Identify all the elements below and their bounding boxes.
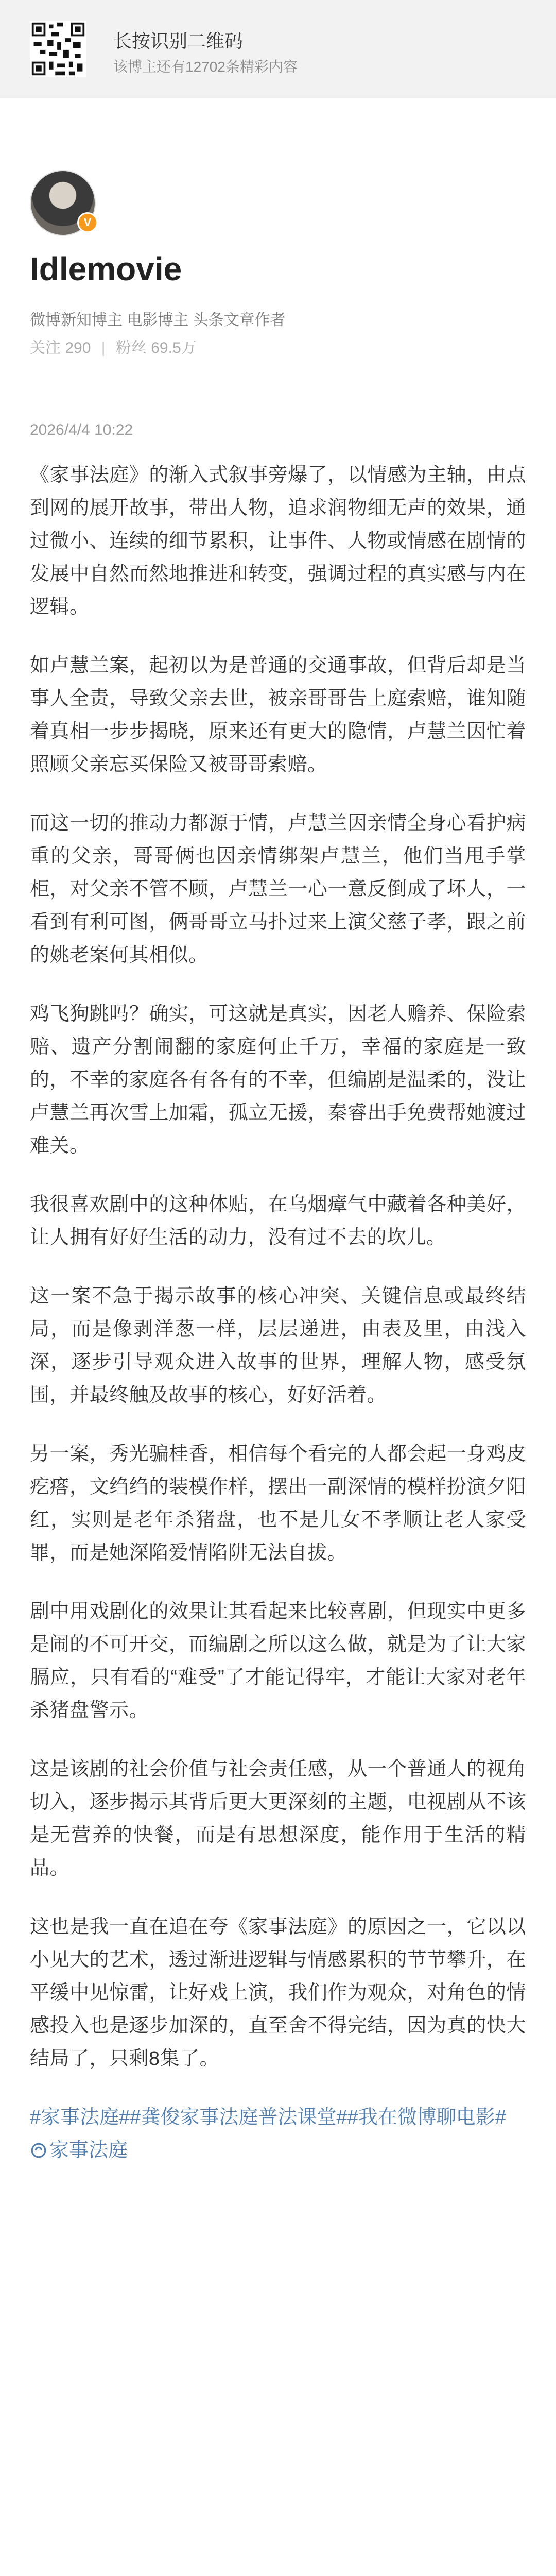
- hashtag-link[interactable]: #我在微博聊电影#: [347, 2107, 506, 2128]
- post-paragraph: 这一案不急于揭示故事的核心冲突、关键信息或最终结局，而是像剥洋葱一样，层层递进，由表及里，由浅入深，逐步引导观众进入故事的世界，理解人物，感受氛围，并最终触及故事的核心，好好活着。: [30, 1285, 526, 1406]
- qr-code-icon[interactable]: [30, 21, 86, 77]
- following-count: 290: [65, 340, 91, 357]
- banner-title: 长按识别二维码: [113, 30, 244, 52]
- qr-banner: [0, 0, 556, 98]
- post-body: [30, 459, 526, 2167]
- post-date: 2026/4/4 10:22: [30, 421, 133, 438]
- verified-badge: V: [77, 212, 98, 233]
- hashtag-link[interactable]: #龚俊家事法庭普法课堂#: [130, 2107, 348, 2128]
- username[interactable]: Idlemovie: [30, 250, 182, 287]
- post-paragraph: 如卢慧兰案，起初以为是普通的交通事故，但背后却是当事人全责，导致父亲去世，被亲哥哥告上庭索赔，谁知随着真相一步步揭晓，原来还有更大的隐情，卢慧兰因忙着照顾父亲忘买保险又被哥哥索赔。: [30, 655, 526, 775]
- post-paragraph: 剧中用戏剧化的效果让其看起来比较喜剧，但现实中更多是闹的不可开交，而编剧之所以这么做，就是为了让大家膈应，只有看的“难受”了才能记得牢，才能让大家对老年杀猪盘警示。: [30, 1601, 526, 1721]
- post-paragraph: 另一案，秀光骗桂香，相信每个看完的人都会起一身鸡皮疙瘩，文绉绉的装模作样，摆出一副深情的模样扮演夕阳红，实则是老年杀猪盘，也不是儿女不孝顺让老人家受罪，而是她深陷爱情陷阱无法自拔。: [30, 1443, 526, 1564]
- followers-count: 69.5万: [151, 340, 197, 357]
- post-paragraph: 我很喜欢剧中的这种体贴，在乌烟瘴气中藏着各种美好，让人拥有好好生活的动力，没有过不去的坎儿。: [30, 1194, 526, 1248]
- post-paragraph: 鸡飞狗跳吗？确实，可这就是真实，因老人赡养、保险索赔、遗产分割闹翻的家庭何止千万，幸福的家庭是一致的，不幸的家庭各有各有的不幸，但编剧是温柔的，没让卢慧兰再次雪上加霜，孤立无援，秦睿出手免费帮她渡过难关。: [30, 1003, 526, 1157]
- hashtag-link[interactable]: #家事法庭#: [30, 2107, 130, 2128]
- avatar[interactable]: [30, 170, 96, 236]
- banner-subtitle: 该博主还有12702条精彩内容: [113, 59, 298, 75]
- topic-icon: [30, 2142, 47, 2159]
- post-paragraph: 这也是我一直在追在夸《家事法庭》的原因之一，它以以小见大的艺术，透过渐进逻辑与情感累积的节节攀升，在平缓中见惊雷，让好戏上演，我们作为观众，对角色的情感投入也是逐步加深的，直至舍不得完结，因为真的快大结局了，只剩8集了。: [30, 1916, 526, 2070]
- profile-stats: [30, 335, 197, 358]
- post-paragraph: 《家事法庭》的渐入式叙事旁爆了，以情感为主轴，由点到网的展开故事，带出人物，追求润物细无声的效果，通过微小、连续的细节累积，让事件、人物或情感在剧情的发展中自然而然地推进和转变，强调过程的真实感与内在逻辑。: [30, 464, 526, 618]
- topic-link[interactable]: [30, 2140, 128, 2161]
- verify-info: 微博新知博主 电影博主 头条文章作者: [30, 312, 286, 329]
- hashtag-line: [30, 2101, 526, 2167]
- followers-label: 粉丝: [115, 340, 147, 357]
- topic-label: 家事法庭: [49, 2140, 128, 2161]
- following-label: 关注: [30, 340, 61, 357]
- post-paragraph: 这是该剧的社会价值与社会责任感，从一个普通人的视角切入，逐步揭示其背后更大更深刻的主题，电视剧从不该是无营养的快餐，而是有思想深度，能作用于生活的精品。: [30, 1758, 526, 1879]
- stats-divider: |: [101, 340, 106, 357]
- post-paragraph: 而这一切的推动力都源于情，卢慧兰因亲情全身心看护病重的父亲，哥哥俩也因亲情绑架卢慧兰，他们当甩手掌柜，对父亲不管不顾，卢慧兰一心一意反倒成了坏人，一看到有利可图，俩哥哥立马扑过来上演父慈子孝，跟之前的姚老案何其相似。: [30, 812, 526, 966]
